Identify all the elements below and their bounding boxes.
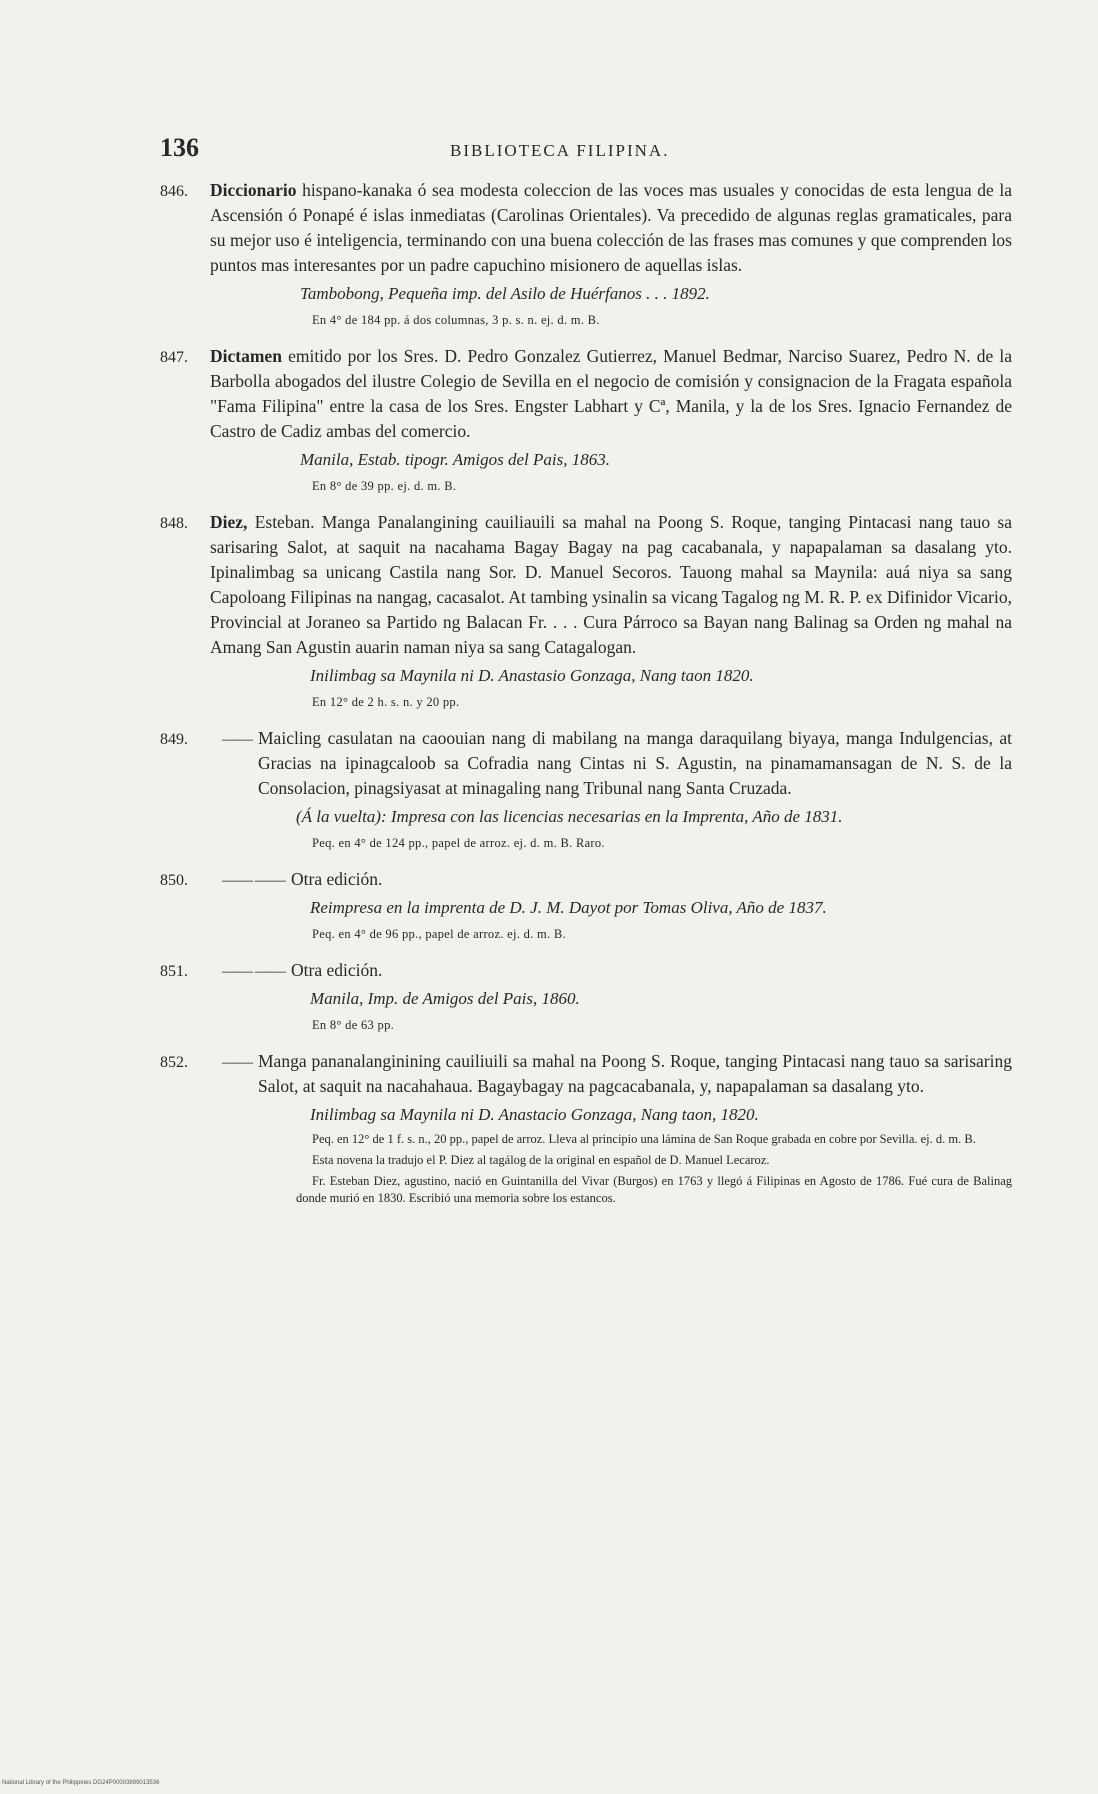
entry-852 <box>160 1049 1012 1207</box>
entry-number: 851. <box>160 963 188 980</box>
entry-text: Manga pananalanginining cauiliuili sa mahal na Poong S. Roque, tanging Pintacasi nang tauo sa sarisaring Salot, at saquit na nacahahaua. Bagaybagay na pagcacabanala, y, napapalaman sa dasalang yto. <box>258 1051 1012 1096</box>
entry-collation: En 4° de 184 pp. á dos columnas, 3 p. s. n. ej. d. m. B. <box>312 313 600 327</box>
entry-note: Peq. en 12° de 1 f. s. n., 20 pp., papel de arroz. Lleva al principio una lámina de San Roque grabada en cobre por Sevilla. ej. d. m. B. <box>312 1132 976 1146</box>
entry-text: Maicling casulatan na caoouian nang di mabilang na manga daraquilang biyaya, manga Indulgencias, at Gracias na ipinagcaloob sa Cofradia nang Cintas ni S. Agustin, na pinamamansagan de N. S. de la Consolacion, pinagsiyasat at minagaling nang Tribunal nang Santa Cruzada. <box>258 728 1012 798</box>
entry-text: Esteban. Manga Panalangining cauiliauili sa mahal na Poong S. Roque, tanging Pintacasi nang tauo sa sarisaring Salot, at saquit na nacahama Bagay Bagay na pag cacabanala, y napapalaman sa dasalang yto. Ipinalimbag sa unicang Castila nang Sor. D. Manuel Secoros. Tauong mahal sa Maynila: auá niya sa sang Capoloang Filipinas na nangag, cacasalot. At tambing ysinalin sa vicang Tagalog ng M. R. P. ex Difinidor Vicario, Provincial at Joraneo sa Partido ng Balacan Fr. . . . Cura Párroco sa Bayan nang Balinag sa Orden ng mahal na Amang San Agustin auarin naman niya sa sang Catagalogan. <box>210 512 1012 657</box>
entry-848 <box>160 510 1012 712</box>
entry-text: Otra edición. <box>291 960 383 980</box>
page-number: 136 <box>160 133 199 162</box>
entry-number: 850. <box>160 872 188 889</box>
entry-dash: —— <box>222 1054 252 1071</box>
entry-dash: —— —— <box>222 963 285 980</box>
entry-imprint: (Á la vuelta): Impresa con las licencias necesarias en la Imprenta, Año de 1831. <box>296 807 843 826</box>
entry-collation: En 12° de 2 h. s. n. y 20 pp. <box>312 695 460 709</box>
page-header <box>160 133 1040 169</box>
entry-body <box>210 510 1012 660</box>
entry-number: 848. <box>160 515 188 532</box>
entry-number: 849. <box>160 731 188 748</box>
entry-dash: —— <box>222 731 252 748</box>
entry-number: 852. <box>160 1054 188 1071</box>
entry-collation: En 8° de 63 pp. <box>312 1018 395 1032</box>
entry-note: Esta novena la tradujo el P. Diez al tagálog de la original en español de D. Manuel Lecaroz. <box>312 1153 770 1167</box>
entry-dash: —— —— <box>222 872 285 889</box>
entry-head-word: Dictamen <box>210 346 282 366</box>
entry-text: hispano-kanaka ó sea modesta coleccion de las voces mas usuales y conocidas de esta lengua de la Ascensión ó Ponapé é islas inmediatas (Carolinas Orientales). Va precedido de algunas reglas gramaticales, para su mejor uso é inteligencia, terminando con una buena colección de las frases mas comunes y que comprenden los puntos mas interesantes por un padre capuchino misionero de aquellas islas. <box>210 180 1013 275</box>
entry-body <box>210 344 1012 444</box>
entry-imprint: Inilimbag sa Maynila ni D. Anastacio Gonzaga, Nang taon, 1820. <box>310 1105 759 1124</box>
entry-851 <box>160 958 1012 1035</box>
entry-collation: En 8° de 39 pp. ej. d. m. B. <box>312 479 457 493</box>
entry-collation: Peq. en 4° de 124 pp., papel de arroz. ej. d. m. B. Raro. <box>312 836 605 850</box>
entry-imprint: Manila, Estab. tipogr. Amigos del Pais, 1863. <box>300 450 610 469</box>
entry-body <box>210 178 1012 278</box>
entry-849 <box>160 726 1012 853</box>
entry-imprint: Reimpresa en la imprenta de D. J. M. Dayot por Tomas Oliva, Año de 1837. <box>310 898 827 917</box>
entry-collation: Peq. en 4° de 96 pp., papel de arroz. ej. d. m. B. <box>312 927 566 941</box>
entry-note: Fr. Esteban Diez, agustino, nació en Guintanilla del Vivar (Burgos) en 1763 y llegó á Filipinas en Agosto de 1786. Fué cura de Balinag donde murió en 1830. Escribió una memoria sobre los estancos. <box>296 1174 1012 1205</box>
entry-number: 847. <box>160 349 188 366</box>
entry-number: 846. <box>160 183 188 200</box>
entry-head-word: Diccionario <box>210 180 297 200</box>
entry-847 <box>160 344 1012 496</box>
entry-imprint: Manila, Imp. de Amigos del Pais, 1860. <box>310 989 580 1008</box>
entry-text: emitido por los Sres. D. Pedro Gonzalez Gutierrez, Manuel Bedmar, Narciso Suarez, Pedro N. de la Barbolla abogados del ilustre Colegio de Sevilla en el negocio de comisión y consignacion de la Fragata española "Fama Filipina" entre la casa de los Sres. Engster Labhart y Cª, Manila, y la de los Sres. Ignacio Fernandez de Castro de Cadiz ambas del comercio. <box>210 346 1013 441</box>
entry-imprint: Tambobong, Pequeña imp. del Asilo de Huérfanos . . . 1892. <box>300 284 710 303</box>
entry-846 <box>160 178 1012 330</box>
entry-850 <box>160 867 1012 944</box>
scan-footer: National Library of the Philippines DG24P00003899013536 <box>2 1780 160 1786</box>
running-title: BIBLIOTECA FILIPINA. <box>450 141 670 160</box>
entries-list <box>160 178 1012 1221</box>
entry-text: Otra edición. <box>291 869 383 889</box>
entry-head-word: Diez, <box>210 512 248 532</box>
entry-imprint: Inilimbag sa Maynila ni D. Anastasio Gonzaga, Nang taon 1820. <box>310 666 754 685</box>
